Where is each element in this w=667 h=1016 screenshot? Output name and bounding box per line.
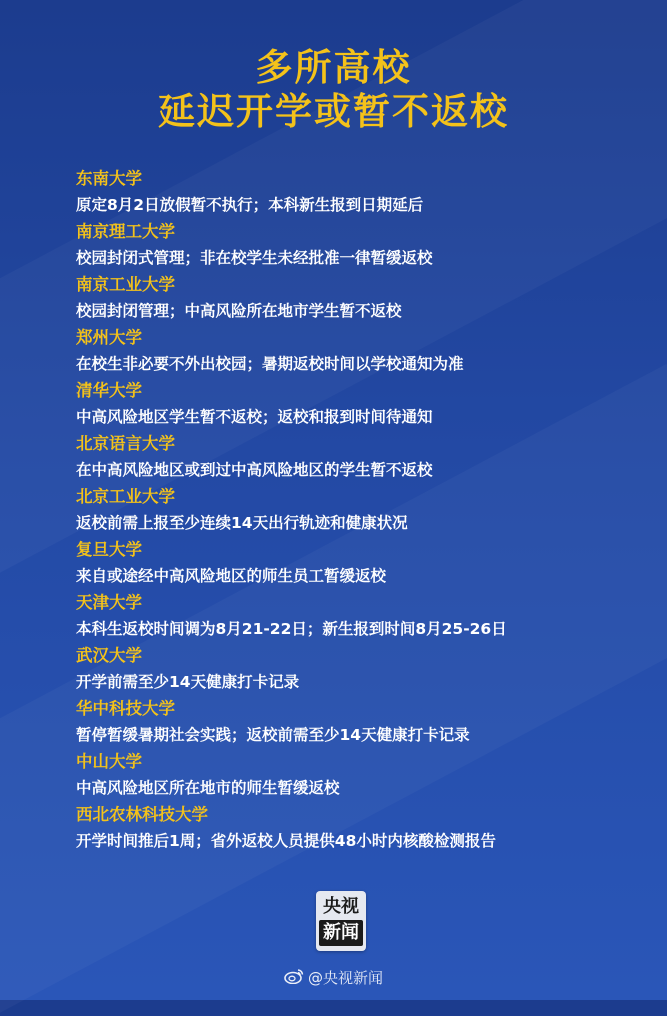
list-item [76, 749, 656, 802]
school-policy: 返校前需上报至少连续14天出行轨迹和健康状况 [76, 514, 408, 532]
source-credit [0, 967, 667, 990]
title-line-1: 多所高校 [255, 46, 412, 89]
weibo-icon [284, 968, 304, 990]
school-policy: 校园封闭管理；中高风险所在地市学生暂不返校 [76, 302, 402, 320]
school-name: 中山大学 [76, 752, 142, 771]
school-name: 东南大学 [76, 169, 142, 188]
list-item [76, 219, 656, 272]
school-policy: 校园封闭式管理；非在校学生未经批准一律暂缓返校 [76, 249, 433, 267]
list-item [76, 272, 656, 325]
list-item [76, 643, 656, 696]
school-policy: 来自或途经中高风险地区的师生员工暂缓返校 [76, 567, 387, 585]
school-policy: 中高风险地区所在地市的师生暂缓返校 [76, 779, 340, 797]
logo-text-bottom: 新闻 [319, 920, 363, 946]
school-name: 北京语言大学 [76, 434, 175, 453]
list-item [76, 802, 656, 855]
university-list [76, 166, 656, 855]
school-name: 武汉大学 [76, 646, 142, 665]
school-name: 南京工业大学 [76, 275, 175, 294]
school-policy: 本科生返校时间调为8月21-22日；新生报到时间8月25-26日 [76, 620, 507, 638]
title-line-2: 延迟开学或暂不返校 [158, 90, 509, 133]
list-item [76, 484, 656, 537]
school-policy: 暂停暂缓暑期社会实践；返校前需至少14天健康打卡记录 [76, 726, 470, 744]
logo-text-top: 央视 [323, 896, 359, 917]
school-name: 北京工业大学 [76, 487, 175, 506]
school-name: 复旦大学 [76, 540, 142, 559]
cctv-news-logo [316, 891, 366, 951]
school-name: 南京理工大学 [76, 222, 175, 241]
list-item [76, 431, 656, 484]
school-name: 清华大学 [76, 381, 142, 400]
list-item [76, 590, 656, 643]
list-item [76, 537, 656, 590]
list-item [76, 696, 656, 749]
list-item [76, 378, 656, 431]
school-policy: 开学时间推后1周；省外返校人员提供48小时内核酸检测报告 [76, 832, 496, 850]
school-name: 华中科技大学 [76, 699, 175, 718]
school-policy: 在校生非必要不外出校园；暑期返校时间以学校通知为准 [76, 355, 464, 373]
source-text: @央视新闻 [307, 969, 383, 987]
list-item [76, 166, 656, 219]
school-policy: 开学前需至少14天健康打卡记录 [76, 673, 300, 691]
school-name: 西北农林科技大学 [76, 805, 208, 824]
school-policy: 中高风险地区学生暂不返校；返校和报到时间待通知 [76, 408, 433, 426]
school-name: 郑州大学 [76, 328, 142, 347]
school-policy: 原定8月2日放假暂不执行；本科新生报到日期延后 [76, 196, 424, 214]
school-name: 天津大学 [76, 593, 142, 612]
list-item [76, 325, 656, 378]
school-policy: 在中高风险地区或到过中高风险地区的学生暂不返校 [76, 461, 433, 479]
